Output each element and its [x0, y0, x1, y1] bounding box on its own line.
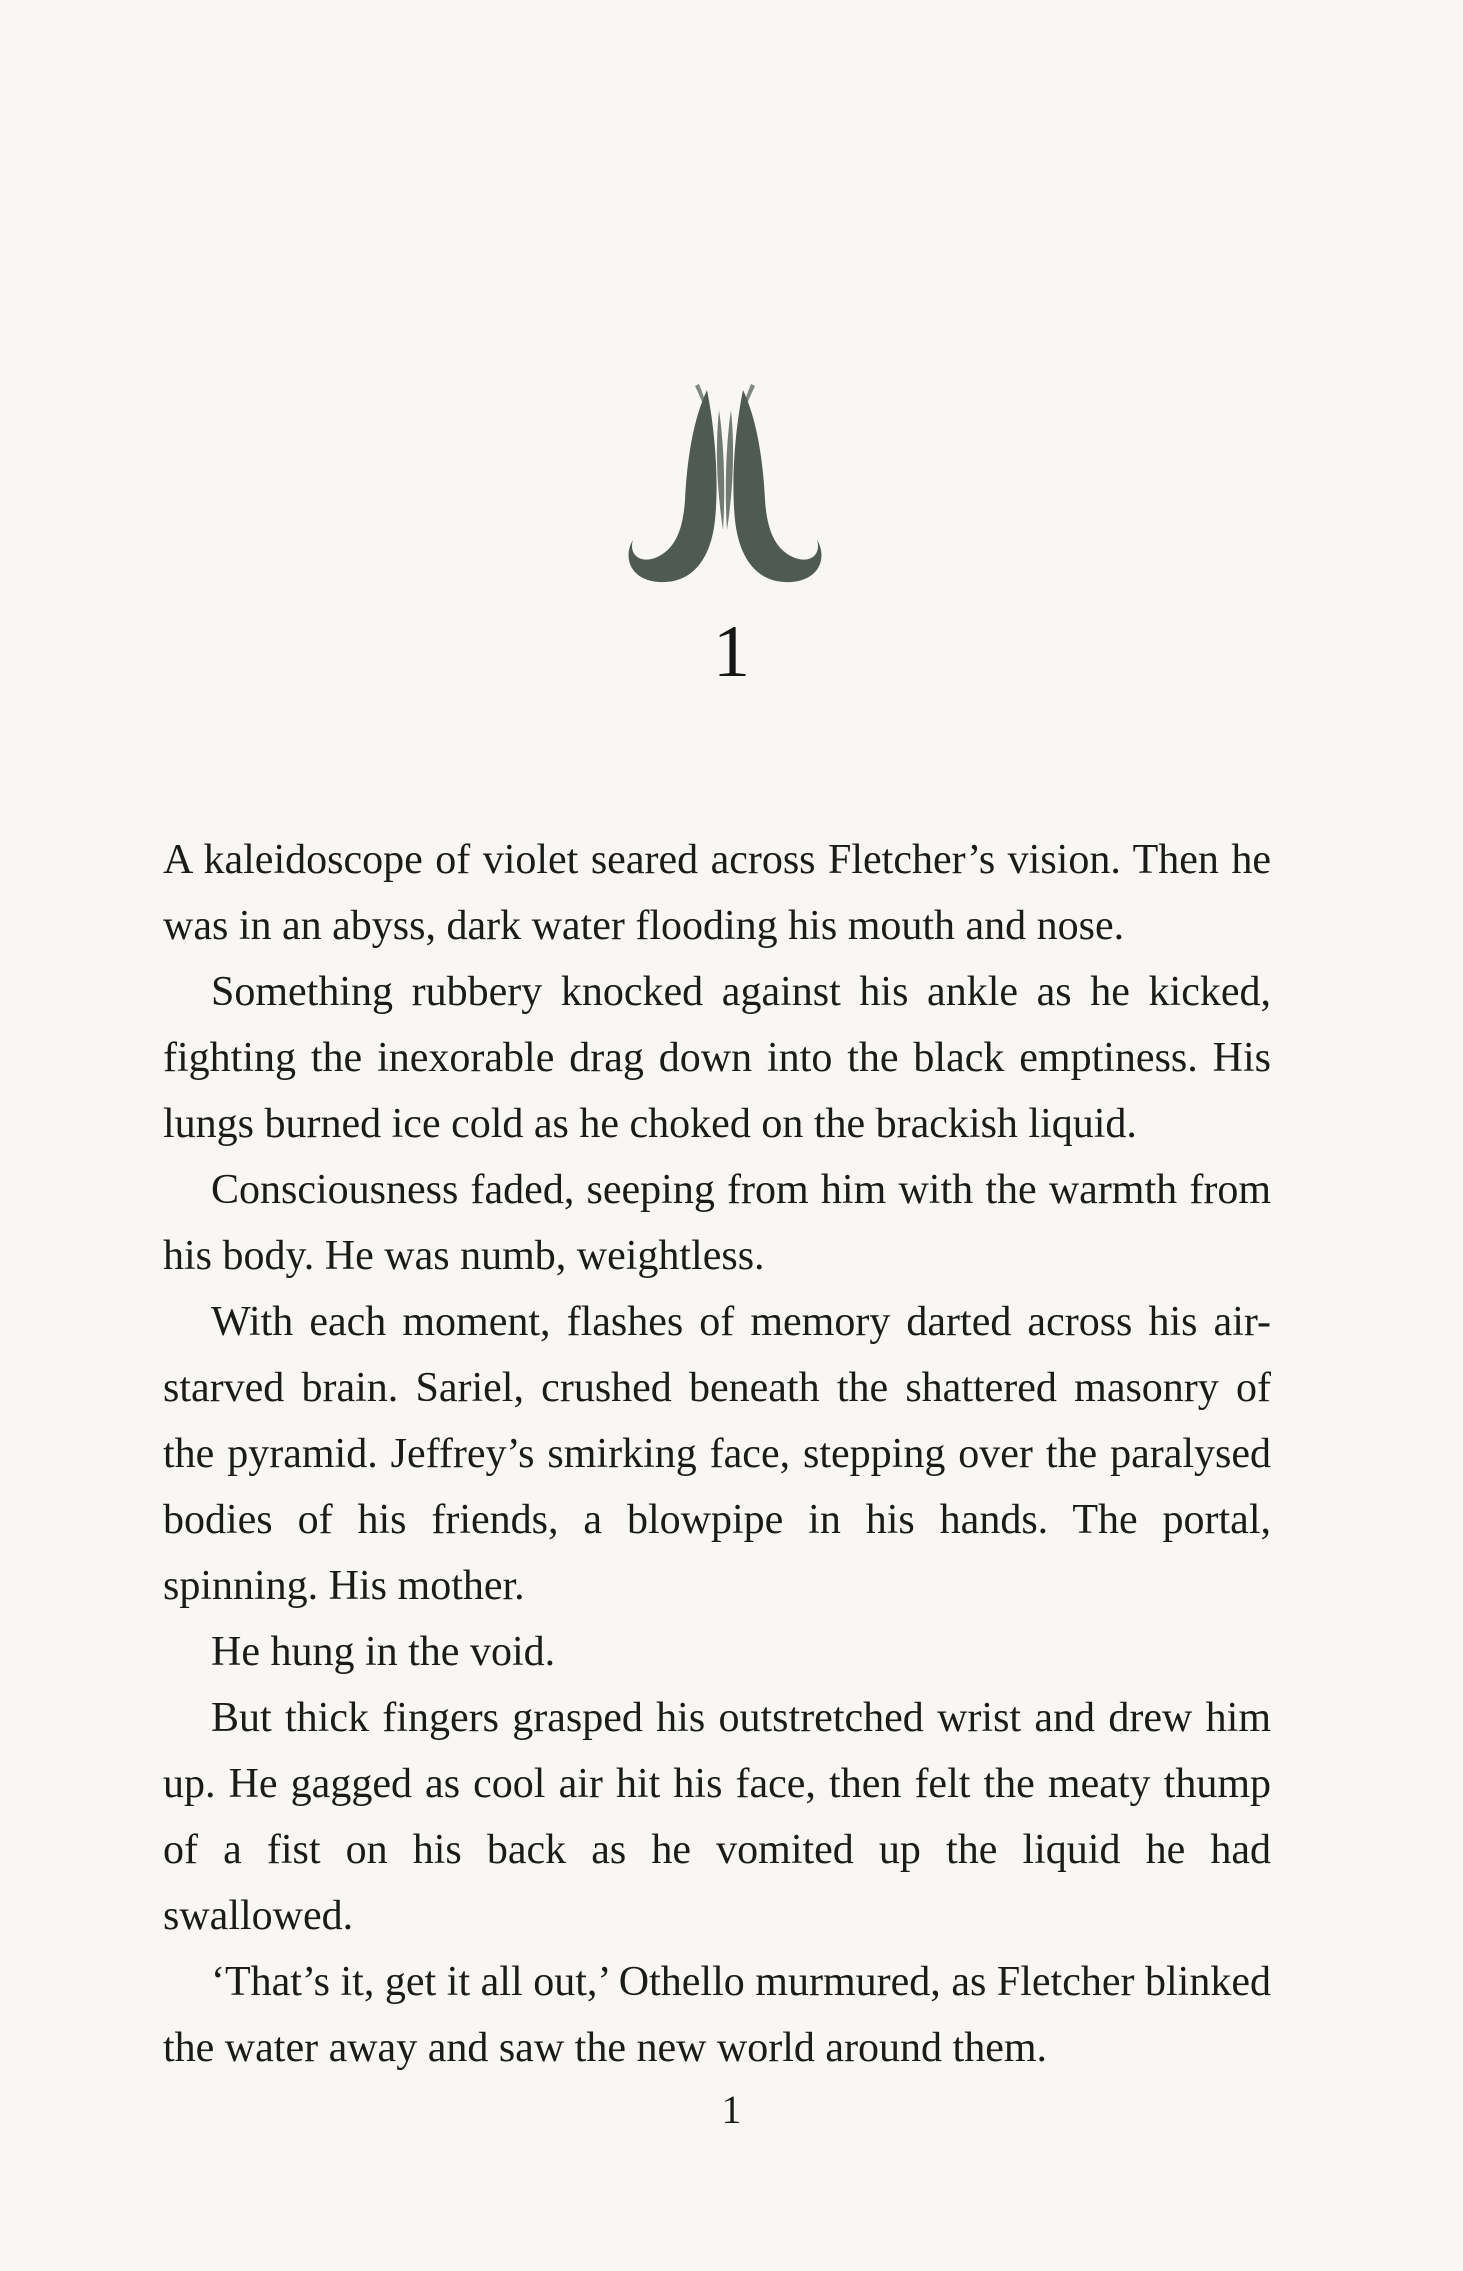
paragraph: Something rubbery knocked against his ankle as he kicked, fighting the inexorable drag down into the black emptiness. His lungs burned ice cold as he choked on the brackish liquid.: [163, 969, 1271, 1147]
page-number: 1: [721, 2087, 742, 2132]
paragraph: Consciousness faded, seeping from him with the warmth from his body. He was numb, weightless.: [163, 1167, 1271, 1279]
chapter-number: 1: [713, 611, 750, 693]
decorative-flourish-icon: [615, 380, 835, 595]
paragraph: With each moment, flashes of memory darted across his air-starved brain. Sariel, crushed beneath the shattered masonry of the pyramid. Jeffrey’s smirking face, stepping over the paralysed bodies of his friends, a blowpipe in his hands. The portal, spinning. His mother.: [163, 1299, 1271, 1609]
paragraph: He hung in the void.: [211, 1629, 556, 1675]
paragraph: A kaleidoscope of violet seared across Fletcher’s vision. Then he was in an abyss, dark water flooding his mouth and nose.: [163, 837, 1271, 949]
chapter-body: [163, 827, 1271, 2081]
paragraph: But thick fingers grasped his outstretched wrist and drew him up. He gagged as cool air hit his face, then felt the meaty thump of a fist on his back as he vomited up the liquid he had swallowed.: [163, 1695, 1271, 1939]
paragraph: ‘That’s it, get it all out,’ Othello murmured, as Fletcher blinked the water away and saw the new world around them.: [163, 1959, 1271, 2071]
